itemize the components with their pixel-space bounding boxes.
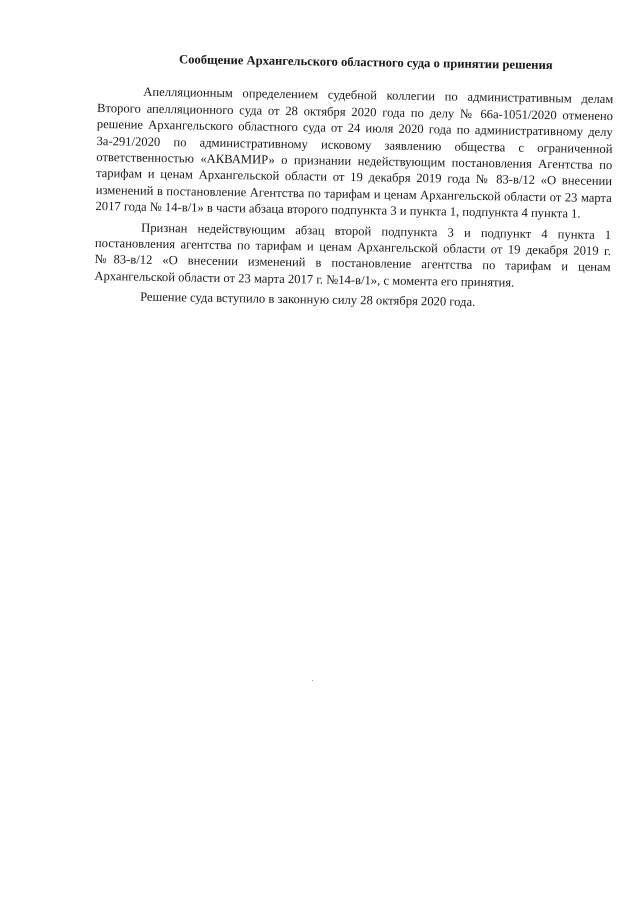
document-content bbox=[94, 50, 614, 313]
paragraph-effective-date: Решение суда вступило в законную силу 28 октября 2020 года. bbox=[140, 289, 476, 310]
paragraph-invalidated-provisions: Признан недействующим абзац второй подпункта 3 и подпункт 4 пункта 1 постановления агентства по тарифам и ценам Архангельской области от 19 декабря 2019 г. №83-в/12 «О внесении изменений в постановление агентства по тарифам и ценам Архангельской области от 23 марта 2017 г. №14-в/1», с момента его принятия. bbox=[94, 220, 612, 290]
scan-speck bbox=[312, 680, 313, 681]
document-title: Сообщение Архангельского областного суда о принятии решения bbox=[178, 52, 553, 73]
paragraph-decision-overturned: Апелляционным определением судебной коллегии по административным делам Второго апелляционного суда от 28 октября 2020 года по делу № 66а-1051/2020 отменено решение Архангельского областного суда от 24 июля 2020 года по административному делу 3а-291/2020 по административному исковому заявлению общества с ограниченной ответственностью «АКВАМИР» о признании недействующим постановления Агентства по тарифам и ценам Архангельской области от 19 декабря 2019 года № 83-в/12 «О внесении изменений в постановление Агентства по тарифам и ценам Архангельской области от 23 марта 2017 года № 14-в/1» в части абзаца второго подпункта 3 и пункта 1, подпункта 4 пункта 1. bbox=[95, 85, 614, 221]
